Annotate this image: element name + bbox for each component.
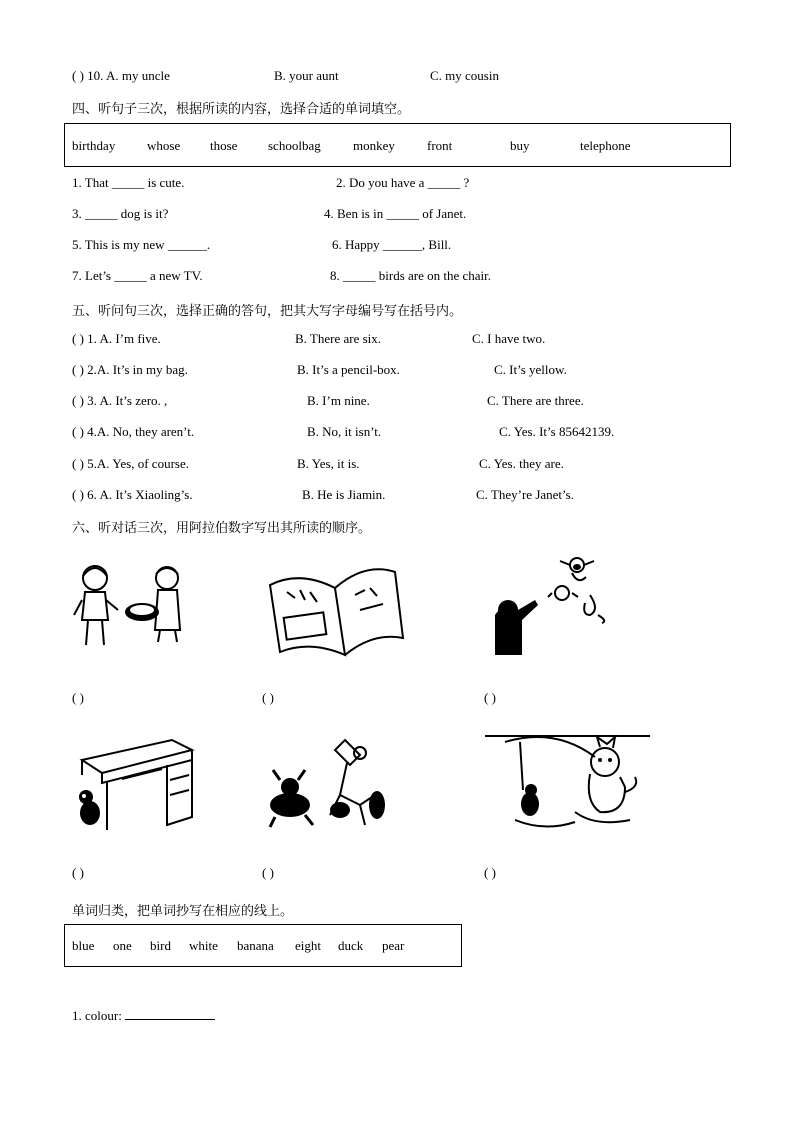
answer-line[interactable] xyxy=(125,1007,215,1020)
section4-item: 6. Happy ______, Bill. xyxy=(332,237,452,252)
section5-option-b: B. It’s a pencil-box. xyxy=(297,362,400,377)
word-bank-item: bird xyxy=(150,938,171,953)
word-bank-item: pear xyxy=(382,938,405,953)
section6-title: 六、听对话三次，用阿拉伯数字写出其所读的顺序。 xyxy=(72,521,372,536)
word-bank-item: one xyxy=(113,938,132,953)
section5-question: ( ) 3. A. It’s zero. , xyxy=(72,393,168,408)
word-bank-item: whose xyxy=(147,138,181,153)
word-bank-item: telephone xyxy=(580,138,631,153)
answer-paren[interactable]: ( ) xyxy=(484,865,496,880)
q10-option-b: B. your aunt xyxy=(274,68,339,83)
answer-paren[interactable]: ( ) xyxy=(72,690,84,705)
section4-item: 7. Let’s _____ a new TV. xyxy=(72,268,203,283)
kids-sharing-picture xyxy=(70,560,190,655)
section4-item: 4. Ben is in _____ of Janet. xyxy=(324,206,467,221)
word-bank-item: eight xyxy=(295,938,321,953)
section5-option-c: C. I have two. xyxy=(472,331,546,346)
word-bank-item: birthday xyxy=(72,138,116,153)
section5-option-b: B. I’m nine. xyxy=(307,393,370,408)
classify-item-colour xyxy=(72,1007,215,1024)
answer-paren[interactable]: ( ) xyxy=(262,865,274,880)
section4-word-bank xyxy=(64,123,731,167)
section5-title: 五、听问句三次，选择正确的答句，把其大写字母编号写在括号内。 xyxy=(72,304,463,319)
section4-item: 3. _____ dog is it? xyxy=(72,206,169,221)
section5-option-c: C. They’re Janet’s. xyxy=(476,487,574,502)
q10-option-a: ( ) 10. A. my uncle xyxy=(72,68,170,83)
section4-item: 2. Do you have a _____ ? xyxy=(336,175,470,190)
word-bank-item: those xyxy=(210,138,238,153)
cat-fishing-picture xyxy=(485,732,655,837)
section5-option-b: B. Yes, it is. xyxy=(297,456,360,471)
section5-option-c: C. It’s yellow. xyxy=(494,362,567,377)
word-bank-item: buy xyxy=(510,138,530,153)
section5-question: ( ) 5.A. Yes, of course. xyxy=(72,456,189,471)
q10-option-c: C. my cousin xyxy=(430,68,499,83)
answer-paren[interactable]: ( ) xyxy=(72,865,84,880)
word-bank-item: schoolbag xyxy=(268,138,321,153)
answer-paren[interactable]: ( ) xyxy=(262,690,274,705)
word-bank-item: duck xyxy=(338,938,364,953)
section4-title: 四、听句子三次，根据所读的内容，选择合适的单词填空。 xyxy=(72,102,411,117)
classify-item-label: 1. colour: xyxy=(72,1008,122,1023)
section5-question: ( ) 6. A. It’s Xiaoling’s. xyxy=(72,487,193,502)
section5-option-b: B. He is Jiamin. xyxy=(302,487,386,502)
word-bank-item: banana xyxy=(237,938,274,953)
classify-title: 单词归类，把单词抄写在相应的线上。 xyxy=(72,904,294,919)
section4-item: 1. That _____ is cute. xyxy=(72,175,185,190)
section5-option-c: C. Yes. It’s 85642139. xyxy=(499,424,615,439)
section5-question: ( ) 4.A. No, they aren’t. xyxy=(72,424,195,439)
word-bank-item: blue xyxy=(72,938,95,953)
desk-picture xyxy=(72,735,197,835)
section5-option-c: C. Yes. they are. xyxy=(479,456,564,471)
section5-option-c: C. There are three. xyxy=(487,393,584,408)
word-bank-item: monkey xyxy=(353,138,395,153)
classify-word-bank xyxy=(64,924,462,967)
pointing-mice-picture xyxy=(490,555,620,660)
boy-and-dog-picture xyxy=(265,735,390,835)
answer-paren[interactable]: ( ) xyxy=(484,690,496,705)
word-bank-item: front xyxy=(427,138,453,153)
section5-question: ( ) 1. A. I’m five. xyxy=(72,331,161,346)
word-bank-item: white xyxy=(189,938,218,953)
section5-option-b: B. No, it isn’t. xyxy=(307,424,382,439)
section5-question: ( ) 2.A. It’s in my bag. xyxy=(72,362,188,377)
section4-item: 5. This is my new ______. xyxy=(72,237,211,252)
section4-item: 8. _____ birds are on the chair. xyxy=(330,268,492,283)
section5-option-b: B. There are six. xyxy=(295,331,382,346)
open-book-picture xyxy=(265,560,405,660)
